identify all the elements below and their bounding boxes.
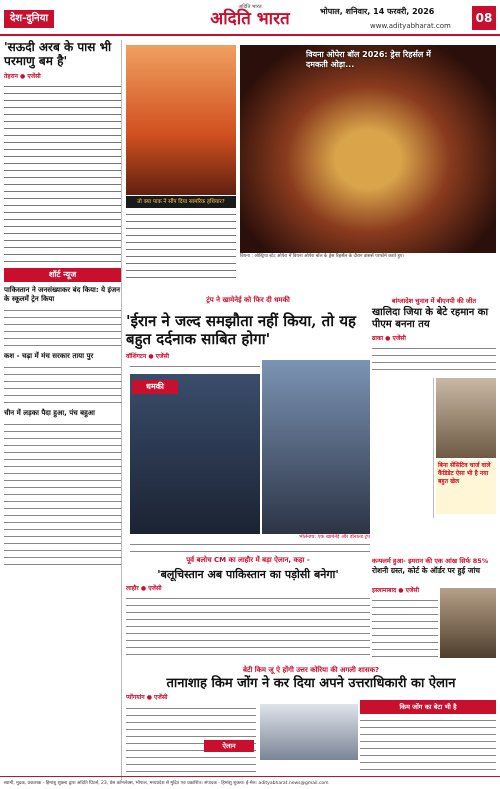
bangladesh-byline: ढाका ● एजेंसी — [372, 335, 406, 342]
short-news-item-head: पाकिस्तान ने जनसंख्याकर बंद किया: ये इंजन के स्कूलमें ट्रेन किया — [4, 286, 121, 303]
newspaper-logo — [195, 4, 305, 34]
left-column — [4, 40, 122, 780]
short-news-item-body — [4, 363, 121, 405]
khamenei-photo — [130, 374, 260, 534]
imran-headline: रोशनी ग्रस्त, कोर्ट के ऑर्डर पर हुई जांच — [372, 566, 481, 575]
website-link[interactable]: www.adityabharat.com — [370, 22, 451, 30]
kim-sidebar-title: किम जोंग का बेटा भी है — [360, 700, 496, 714]
short-news-band: शॉर्ट न्यूज — [4, 268, 121, 282]
logo-text: अदिति भारत — [210, 9, 290, 29]
concert-photo — [240, 45, 496, 253]
dateline: भोपाल, शनिवार, 14 फरवरी, 2026 — [320, 7, 435, 16]
saudi-continued-text — [126, 210, 236, 280]
bangladesh-headline: खालिदा जिया के बेटे रहमान का पीएम बनना तय — [372, 307, 489, 330]
saudi-body-text — [4, 82, 121, 262]
bangladesh-story — [372, 296, 496, 485]
concert-overlay-title: वियना ओपेरा बॉल 2026: ड्रेस रिहर्सल में दमकती ओड़ा... — [306, 50, 431, 69]
kim-strapline: बेटी किम जू ऐ होंगी उत्तर कोरिया की अगली शासक? — [242, 666, 380, 674]
bangladesh-intro-text — [372, 344, 496, 374]
balochistan-headline: 'बलूचिस्तान अब पाकिस्तान का पड़ोसी बनेगा' — [157, 568, 339, 581]
trump-photo — [262, 360, 370, 534]
balochistan-body-text — [126, 594, 370, 660]
bangladesh-body-text — [372, 378, 434, 518]
missile-photo — [126, 45, 236, 195]
kim-byline: प्योंगयांग ● एजेंसी — [126, 694, 168, 701]
rahman-photo — [436, 378, 496, 458]
missile-caption: तो क्या पाक ने सौंप दिया सामरिक हथियार? — [126, 196, 236, 208]
logo-tagline: अदिति भारत — [238, 4, 262, 10]
threat-tag: धमकी — [132, 380, 178, 394]
concert-caption: वियना : ऑस्ट्रिया स्टेट ओपेरा में वियना ओपेरा बॉल के ड्रेस रिहर्सल के दौरान डांसर्स परफॉर्म करते हुए। — [240, 254, 405, 259]
imran-byline: इस्लामाबाद ● एजेंसी — [372, 587, 420, 594]
kim-headline: तानाशाह किम जोंग ने कर दिया अपने उत्तराधिकारी का ऐलान — [166, 676, 456, 691]
kim-photo — [260, 704, 358, 760]
page-number: 08 — [472, 6, 496, 30]
saudi-headline: 'सऊदी अरब के पास भी परमाणु बम है' — [4, 40, 112, 68]
iran-photo-caption: भोलेनाथ: एक खामेनेई और डोनाल्ड ट्रंप — [298, 534, 370, 540]
kim-sidebar-text — [360, 716, 496, 772]
imran-strapline: कन्फ्लर्म हुआ- इमरान की एक आंख सिर्फ 85% — [372, 557, 489, 565]
masthead — [0, 0, 500, 36]
iran-body-text — [130, 540, 370, 552]
imran-body-text — [372, 596, 438, 662]
iran-intro-text — [130, 362, 260, 372]
iran-byline: वॉशिंगटन ● एजेंसी — [126, 353, 170, 360]
bangladesh-sidebar-note: बिना सेंसिटिव चार्ज वाले कैंडिडेट ऐसा भी है नया बहुत खेल — [436, 460, 496, 514]
section-tag: देश-दुनिया — [4, 10, 54, 28]
iran-strapline: ट्रंप ने खामेनेई को फिर दी धमकी — [206, 296, 290, 304]
imprint-footer: स्वामी, मुद्रक, प्रकाशक - हिमांशु शुक्ला द्वारा अदिति प्रिंटर्स, 23, प्रेस कॉम्प्लेक्स, भोपाल, मध्यप्रदेश से मुद्रित एवं प्रकाशित। संपादक - हिमांशु शुक्ला। ई-मेल: adityabharat.news@gmail.com — [0, 776, 500, 789]
short-news-item-body — [4, 306, 121, 348]
announcement-tag: ऐलान — [204, 740, 254, 752]
imran-photo — [440, 588, 496, 658]
balochistan-strapline: पूर्व बलोच CM का लाहौर में बड़ा ऐलान, कहा - — [186, 556, 310, 564]
balochistan-byline: लाहौर ● एजेंसी — [126, 585, 162, 592]
bangladesh-strapline: बांग्लादेश चुनाव में बीएनपी की जीत — [391, 297, 477, 305]
short-news-item-head: कश - चढ़ा में मंच सरकार ताया पुर — [4, 352, 94, 360]
iran-headline: 'ईरान ने जल्द समझौता नहीं किया, तो यह बहुत दर्दनाक साबित होगा' — [126, 312, 357, 348]
short-news-item-head: चीन में लड़का पैदा हुआ, पंच बहुआ — [4, 409, 95, 417]
short-news-item-body — [4, 420, 121, 570]
kim-body-text — [126, 704, 256, 772]
saudi-byline: तेहरान ● एजेंसी — [4, 73, 41, 80]
